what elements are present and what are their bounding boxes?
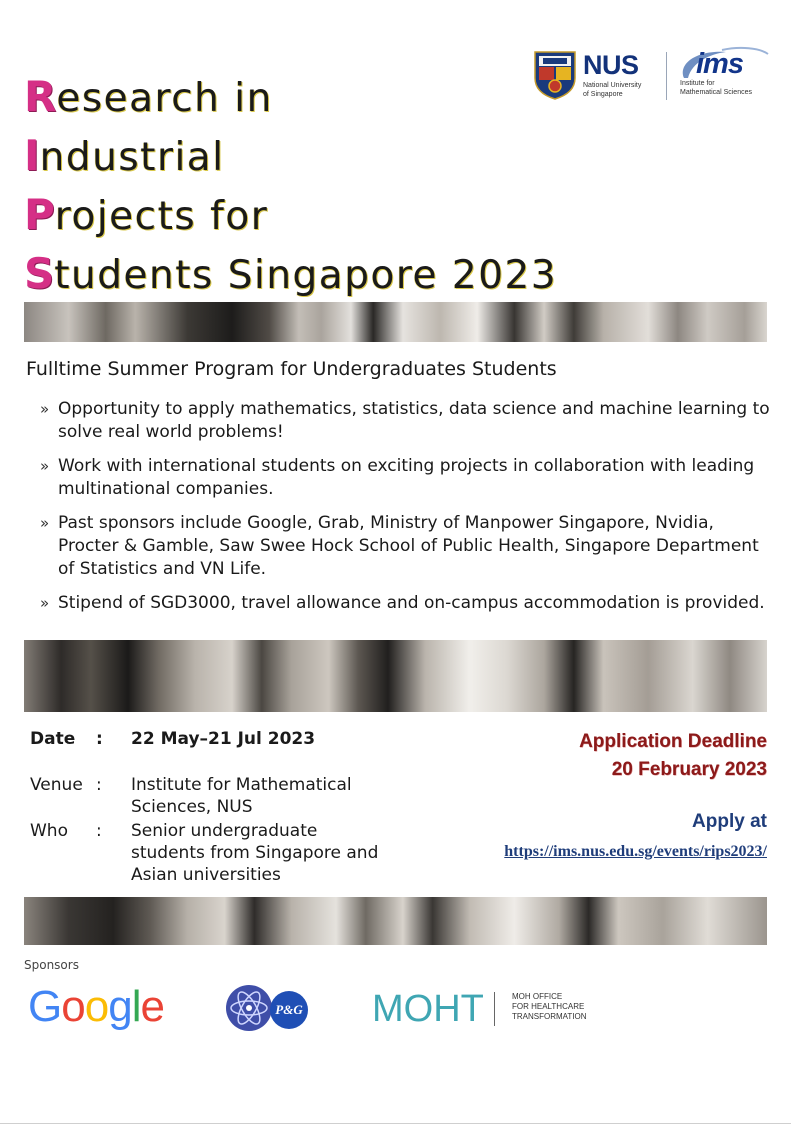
ims-subtitle-line-1: Institute for [680, 80, 715, 87]
apply-link[interactable]: https://ims.nus.edu.sg/events/rips2023/ [504, 843, 767, 860]
date-row [30, 728, 390, 774]
bullet-text: Opportunity to apply mathematics, statistics, data science and machine learning to solve real world problems! [58, 399, 770, 442]
logo-divider [666, 52, 667, 100]
moht-subtitle-line-3: TRANSFORMATION [512, 1012, 587, 1021]
nus-subtitle [583, 82, 641, 99]
title-line-3-text: rojects for [54, 194, 269, 239]
decorative-band-bottom [24, 897, 767, 945]
google-letter: o [61, 982, 85, 1031]
nus-subtitle-line-2: of Singapore [583, 90, 623, 98]
moht-subtitle-line-1: MOH OFFICE [512, 992, 563, 1001]
bullet-marker: » [40, 457, 50, 475]
moht-divider [494, 992, 495, 1026]
venue-label: Venue [30, 775, 83, 795]
venue-value: Institute for Mathematical Sciences, NUS [131, 775, 352, 817]
program-subheading: Fulltime Summer Program for Undergraduates Students [26, 358, 557, 380]
decorative-band-middle [24, 640, 767, 712]
title-line-1-text: esearch in [56, 76, 273, 121]
bullet-item [40, 512, 770, 581]
application-deadline [579, 728, 767, 784]
apply-label: Apply at [692, 811, 767, 832]
who-colon: : [96, 821, 102, 841]
nus-crest-icon [533, 50, 577, 100]
title-initial-s: S [24, 249, 55, 298]
ims-wordmark: ims [696, 48, 743, 80]
venue-row [30, 774, 390, 820]
poster-title [24, 68, 557, 304]
title-initial-p: P [24, 190, 55, 239]
pg-logo [269, 990, 309, 1030]
bullet-item [40, 455, 770, 501]
date-value: 22 May–21 Jul 2023 [131, 729, 316, 749]
moht-subtitle [512, 992, 587, 1022]
bullet-text: Past sponsors include Google, Grab, Ministry of Manpower Singapore, Nvidia, Procter & Gamble, Saw Swee Hock School of Public Health, Singapore Department of Statistics and VN Life. [58, 513, 759, 579]
pg-wordmark: P&G [275, 1002, 303, 1017]
google-logo [28, 984, 164, 1030]
ims-subtitle-line-2: Mathematical Sciences [680, 88, 752, 96]
bullet-text: Stipend of SGD3000, travel allowance and on-campus accommodation is provided. [58, 593, 765, 613]
deadline-label: Application Deadline [579, 731, 767, 752]
google-letter: g [108, 982, 132, 1031]
event-details [30, 728, 390, 886]
decorative-band-top [24, 302, 767, 342]
nus-wordmark: NUS [583, 50, 639, 80]
bottom-border [0, 1123, 791, 1124]
nus-logo [533, 50, 657, 102]
bullet-marker: » [40, 400, 50, 418]
moht-subtitle-line-2: FOR HEALTHCARE [512, 1002, 585, 1011]
bullet-item [40, 398, 770, 444]
google-letter: e [140, 982, 164, 1031]
bullet-text: Work with international students on exciting projects in collaboration with leading multinational companies. [58, 456, 755, 499]
bullet-marker: » [40, 514, 50, 532]
moht-wordmark: MOHT [372, 988, 484, 1030]
deadline-date: 20 February 2023 [611, 759, 767, 780]
google-letter: G [28, 982, 62, 1031]
who-row [30, 820, 390, 886]
bullet-item [40, 592, 770, 615]
venue-colon: : [96, 775, 102, 795]
who-value: Senior undergraduate students from Singapore and Asian universities [131, 821, 379, 885]
bullet-marker: » [40, 594, 50, 612]
nus-subtitle-line-1: National University [583, 82, 642, 89]
title-initial-i: I [24, 131, 40, 180]
date-colon: : [96, 729, 103, 749]
title-line-4-text: tudents Singapore 2023 [54, 253, 558, 298]
google-letter: l [131, 982, 141, 1031]
title-initial-r: R [24, 72, 57, 121]
sponsors-label: Sponsors [24, 958, 79, 972]
title-line-4 [24, 245, 557, 304]
title-line-3 [24, 186, 557, 245]
program-bullets [40, 398, 770, 626]
ims-subtitle [680, 80, 752, 97]
ims-logo [676, 46, 772, 106]
google-letter: o [84, 982, 109, 1031]
title-line-2 [24, 127, 557, 186]
date-label: Date [30, 729, 76, 749]
title-line-2-text: ndustrial [39, 135, 225, 180]
who-label: Who [30, 821, 68, 841]
title-line-1 [24, 68, 557, 127]
